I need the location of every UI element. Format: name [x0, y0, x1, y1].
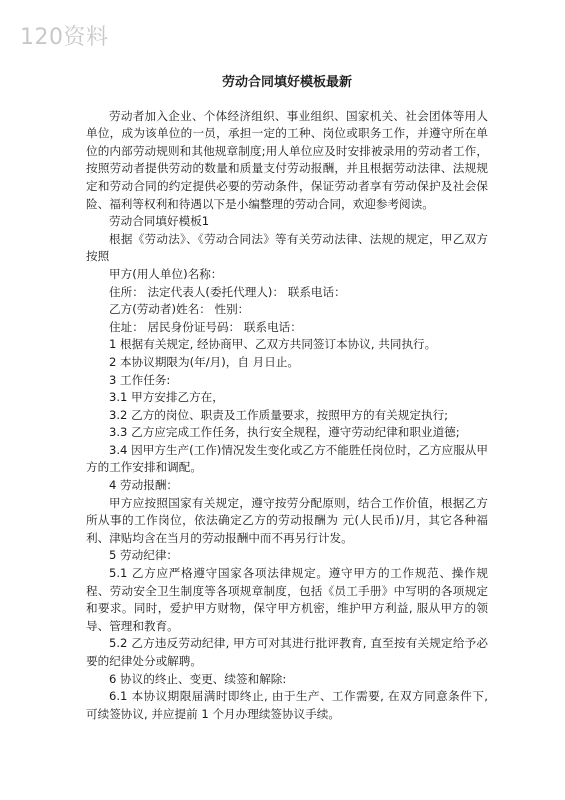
document-paragraph: 劳动合同填好模板1 — [109, 214, 210, 229]
document-paragraph: 5.1 乙方应严格遵守国家各项法律规定。遵守甲方的工作规范、操作规程、劳动安全卫生制度等各项规章制度，包括《员工手册》中写明的各项规定和要求。同时，爱护甲方财物，保守甲方机密，维护甲方利益, 服从甲方的领导、管理和教育。 — [86, 566, 488, 633]
document-paragraph: 甲方(用人单位)名称： — [109, 266, 223, 281]
document-paragraph: 4 劳动报酬： — [109, 478, 179, 493]
document-paragraph: 3 工作任务: — [109, 372, 171, 387]
document-paragraph: 根据《劳动法》、《劳动合同法》等有关劳动法律、法规的规定，甲乙双方按照 — [86, 231, 488, 264]
document-paragraph: 住所： 法定代表人(委托代理人)： 联系电话： — [109, 284, 346, 299]
document-paragraph: 3.1 甲方安排乙方在， — [109, 390, 224, 405]
document-page — [86, 74, 488, 723]
document-body — [86, 108, 488, 724]
document-paragraph: 3.4 因甲方生产(工作)情况发生变化或乙方不能胜任岗位时，乙方应服从甲方的工作安排和调配。 — [86, 442, 488, 475]
document-paragraph: 乙方(劳动者)姓名： 性别： — [109, 302, 250, 317]
document-paragraph: 劳动者加入企业、个体经济组织、事业组织、国家机关、社会团体等用人单位，成为该单位的一员，承担一定的工种、岗位或职务工作，并遵守所在单位的内部劳动规则和其他规章制度;用人单位应及时安排被录用的劳动者工作，按照劳动者提供劳动的数量和质量支付劳动报酬，并且根据劳动法律、法规规定和劳动合同的约定提供必要的劳动条件，保证劳动者享有劳动保护及社会保险、福利等权利和待遇以下是小编整理的劳动合同，欢迎参考阅读。 — [86, 108, 488, 211]
document-paragraph: 6.1 本协议期限届满时即终止, 由于生产、工作需要, 在双方同意条件下, 可续签协议, 并应提前 1 个月办理续签协议手续。 — [86, 689, 488, 721]
document-paragraph: 3.2 乙方的岗位、职责及工作质量要求，按照甲方的有关规定执行; — [109, 407, 449, 422]
watermark-text: 120资料 — [20, 25, 109, 50]
document-paragraph: 1 根据有关规定, 经协商甲、乙双方共同签订本协议, 共同执行。 — [109, 337, 437, 352]
document-paragraph: 甲方应按照国家有关规定，遵守按劳分配原则，结合工作价值，根据乙方所从事的工作岗位，依法确定乙方的劳动报酬为 元(人民币)/月，其它各种福利、津贴均含在当月的劳动报酬中而不再另行计发。 — [86, 495, 488, 545]
document-paragraph: 2 本协议期限为(年/月)，自 月日止。 — [109, 354, 300, 369]
document-paragraph: 5.2 乙方违反劳动纪律, 甲方可对其进行批评教育, 直至按有关规定给予必要的纪律处分或解聘。 — [86, 636, 488, 668]
document-paragraph: 3.3 乙方应完成工作任务，执行安全规程，遵守劳动纪律和职业道德; — [109, 425, 460, 440]
document-paragraph: 住址： 居民身份证号码： 联系电话： — [109, 319, 302, 334]
document-paragraph: 6 协议的终止、变更、续签和解除: — [109, 671, 287, 686]
document-paragraph: 5 劳动纪律： — [109, 548, 179, 563]
document-title: 劳动合同填好模板最新 — [221, 75, 352, 90]
